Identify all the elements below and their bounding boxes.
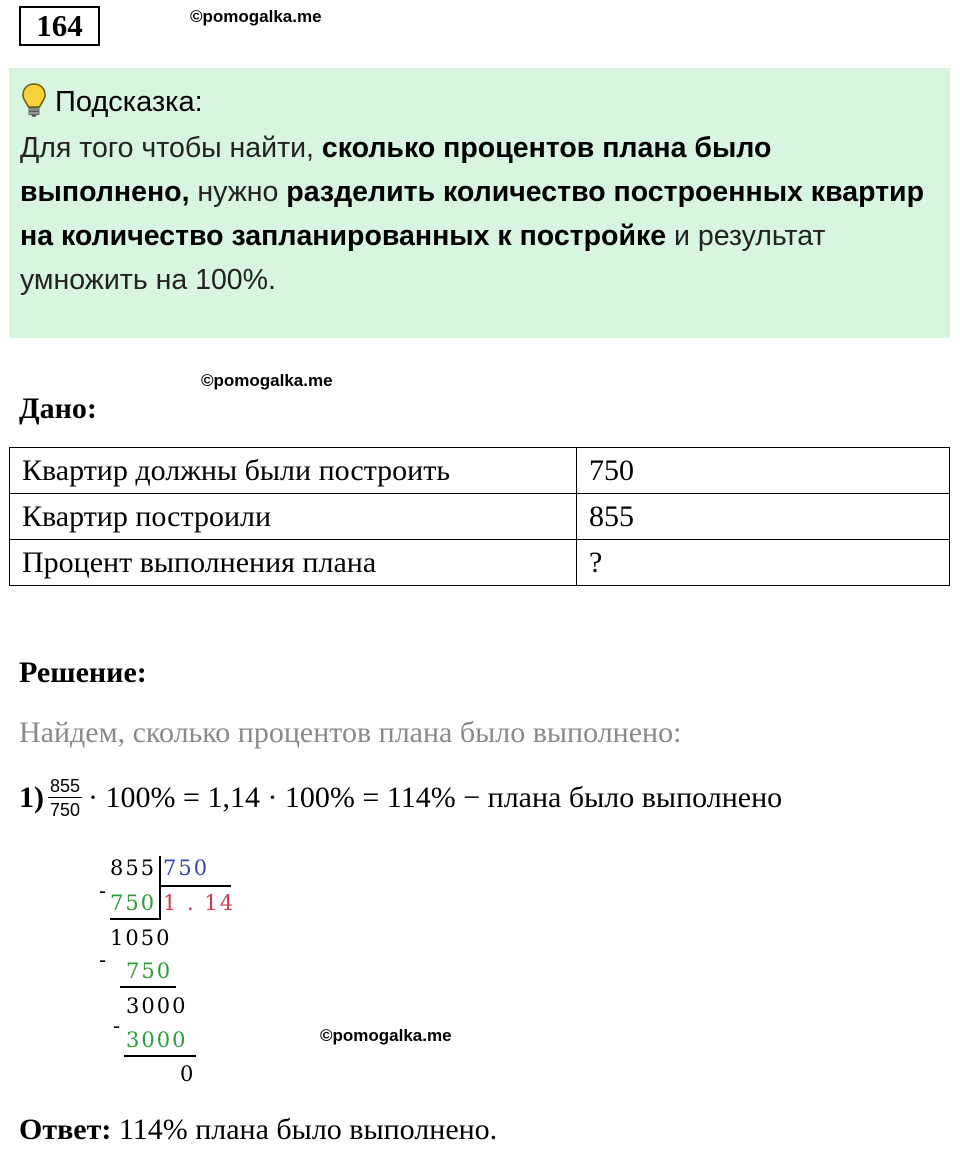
- given-row-value: ?: [577, 540, 950, 586]
- ld-line-1: [110, 918, 160, 920]
- ld-quotient: 1 . 14: [163, 891, 236, 915]
- ld-minus-1: -: [99, 879, 109, 903]
- problem-number: 164: [19, 6, 100, 46]
- ld-divisor: 750: [163, 856, 210, 880]
- ld-line-3: [124, 1055, 196, 1057]
- long-division: [90, 852, 250, 1092]
- given-row-name: Квартир построили: [10, 494, 577, 540]
- hint-bold-2: разделить количество построенных квартир на количество запланированных к постройке: [20, 176, 924, 252]
- solution-label: Решение:: [19, 656, 147, 689]
- hint-text-3: и результат умножить на 100%.: [20, 220, 826, 296]
- given-row-value: 750: [577, 448, 950, 494]
- hint-box: [9, 68, 950, 338]
- ld-sub-1: 750: [110, 891, 157, 915]
- step-expression: · 100% = 1,14 · 100% = 114% − плана было выполнено: [88, 781, 783, 814]
- ld-sub-2: 750: [126, 959, 173, 983]
- hint-title: [21, 82, 203, 126]
- ld-minus-3: -: [113, 1014, 123, 1038]
- step-number: 1): [19, 781, 44, 814]
- watermark-bottom: ©pomogalka.me: [320, 1026, 452, 1045]
- ld-dividend: 855: [110, 856, 157, 880]
- ld-sub-3: 3000: [126, 1028, 188, 1052]
- ld-vertical-bar: [159, 856, 161, 920]
- fraction-denominator: 750: [50, 800, 81, 820]
- hint-text: [20, 126, 940, 302]
- hint-text-1: Для того чтобы найти,: [20, 132, 322, 164]
- ld-rem-2: 3000: [126, 994, 188, 1018]
- answer-text: 114% плана было выполнено.: [111, 1113, 498, 1146]
- fraction: [48, 776, 82, 820]
- answer-label: Ответ:: [19, 1113, 112, 1146]
- ld-divisor-line: [159, 885, 231, 887]
- hint-text-2: нужно: [189, 176, 287, 208]
- given-label: Дано:: [19, 392, 97, 425]
- table-row: [10, 448, 950, 494]
- fraction-numerator: 855: [50, 776, 81, 796]
- given-row-name: Процент выполнения плана: [10, 540, 577, 586]
- hint-title-text: Подсказка:: [55, 86, 203, 118]
- watermark-top: ©pomogalka.me: [190, 7, 322, 26]
- ld-line-2: [120, 986, 176, 988]
- watermark-middle: ©pomogalka.me: [201, 371, 333, 390]
- table-row: [10, 540, 950, 586]
- ld-minus-2: -: [99, 948, 109, 972]
- solution-step-1: [19, 776, 782, 820]
- hint-bold-1: сколько процентов плана было выполнено,: [20, 132, 772, 208]
- ld-remainder: 0: [180, 1062, 196, 1086]
- solution-intro: Найдем, сколько процентов плана было выполнено:: [19, 716, 682, 749]
- lightbulb-icon: [21, 82, 47, 126]
- given-table: [9, 447, 950, 586]
- answer: [19, 1113, 497, 1147]
- ld-rem-1: 1050: [110, 926, 172, 950]
- given-row-name: Квартир должны были построить: [10, 448, 577, 494]
- table-row: [10, 494, 950, 540]
- given-row-value: 855: [577, 494, 950, 540]
